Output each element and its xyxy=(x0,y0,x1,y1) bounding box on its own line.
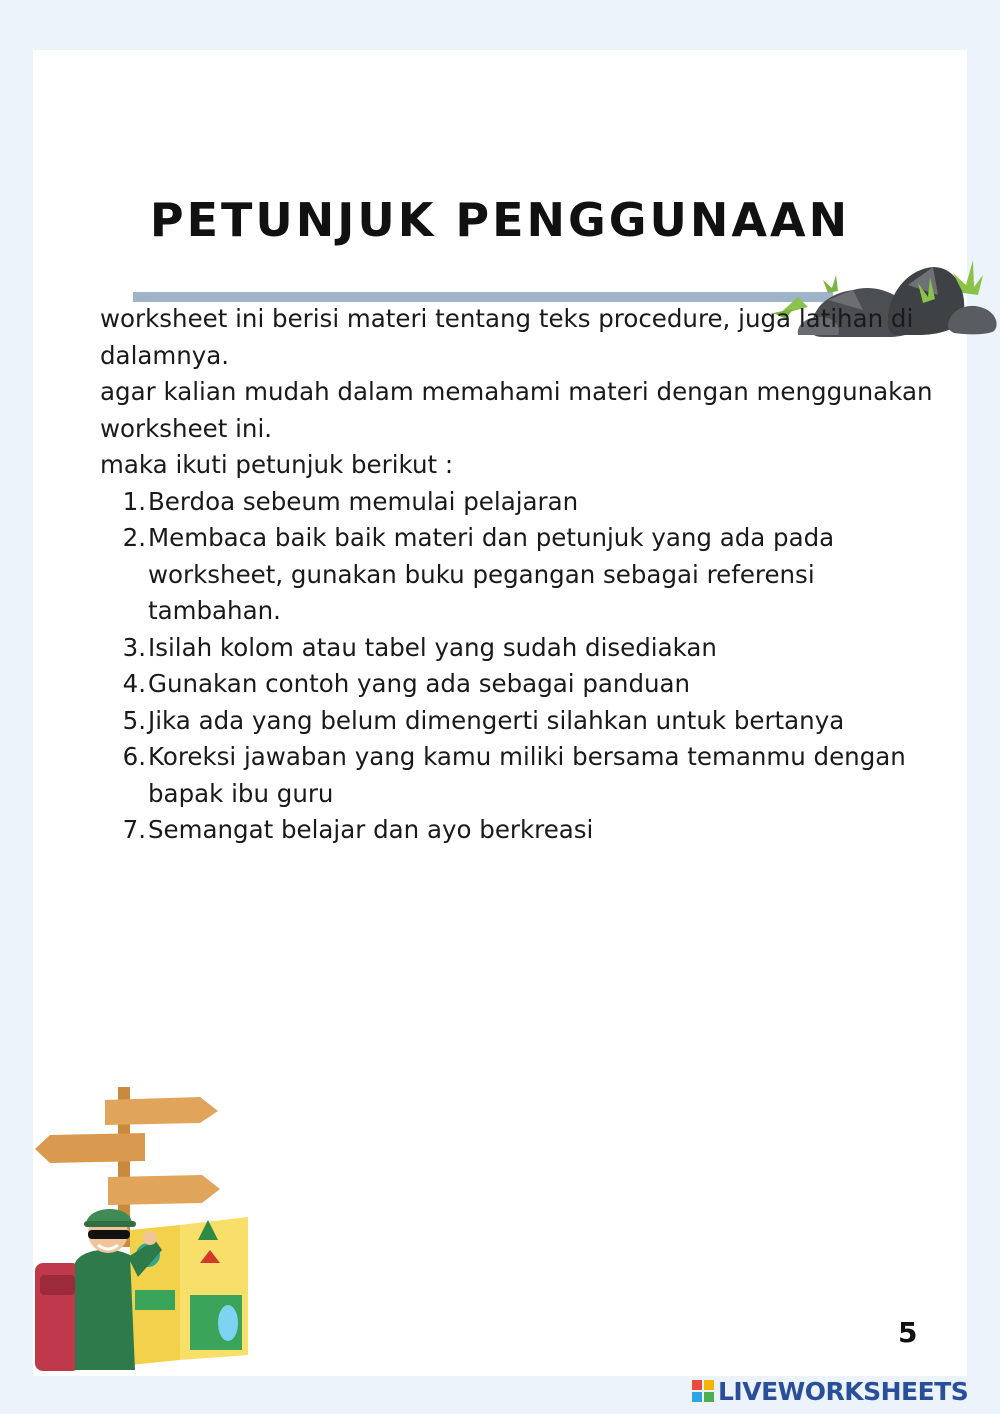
step-text: Koreksi jawaban yang kamu miliki bersama temanmu dengan bapak ibu guru xyxy=(148,742,906,808)
page-title: PETUNJUK PENGGUNAAN xyxy=(149,193,851,247)
intro-line: maka ikuti petunjuk berikut : xyxy=(100,450,454,479)
step-text: Isilah kolom atau tabel yang sudah disediakan xyxy=(148,632,717,662)
step-number: 1. xyxy=(122,486,146,516)
step-number: 6. xyxy=(122,742,146,771)
step-text: Gunakan contoh yang ada sebagai panduan xyxy=(148,669,691,698)
list-item xyxy=(100,739,940,812)
step-number: 2. xyxy=(122,523,146,552)
steps-list xyxy=(100,484,940,849)
list-item xyxy=(100,520,940,630)
step-text: Jika ada yang belum dimengerti silahkan untuk bertanya xyxy=(148,705,845,735)
intro-line: worksheet ini berisi materi tentang teks procedure, juga latihan di dalamnya. xyxy=(100,304,914,370)
list-item xyxy=(100,630,940,667)
instructions-body xyxy=(100,301,940,849)
list-item xyxy=(100,666,940,703)
liveworksheets-logo-icon xyxy=(692,1380,714,1402)
liveworksheets-branding xyxy=(692,1376,968,1406)
step-text: Semangat belajar dan ayo berkreasi xyxy=(148,815,594,844)
step-number: 3. xyxy=(122,632,146,662)
intro-line: agar kalian mudah dalam memahami materi dengan menggunakan worksheet ini. xyxy=(100,377,933,443)
step-number: 7. xyxy=(122,815,146,844)
step-text: Berdoa sebeum memulai pelajaran xyxy=(148,486,579,516)
list-item xyxy=(100,484,940,521)
page-number: 5 xyxy=(898,1316,918,1349)
step-number: 4. xyxy=(122,669,146,698)
step-text: Membaca baik baik materi dan petunjuk yang ada pada worksheet, gunakan buku pegangan sebagai referensi tambahan. xyxy=(148,523,835,625)
list-item xyxy=(100,812,940,849)
step-number: 5. xyxy=(122,705,146,735)
hiker-with-signpost-illustration xyxy=(30,1085,255,1380)
brand-name: LIVEWORKSHEETS xyxy=(718,1376,969,1406)
list-item xyxy=(100,703,940,740)
